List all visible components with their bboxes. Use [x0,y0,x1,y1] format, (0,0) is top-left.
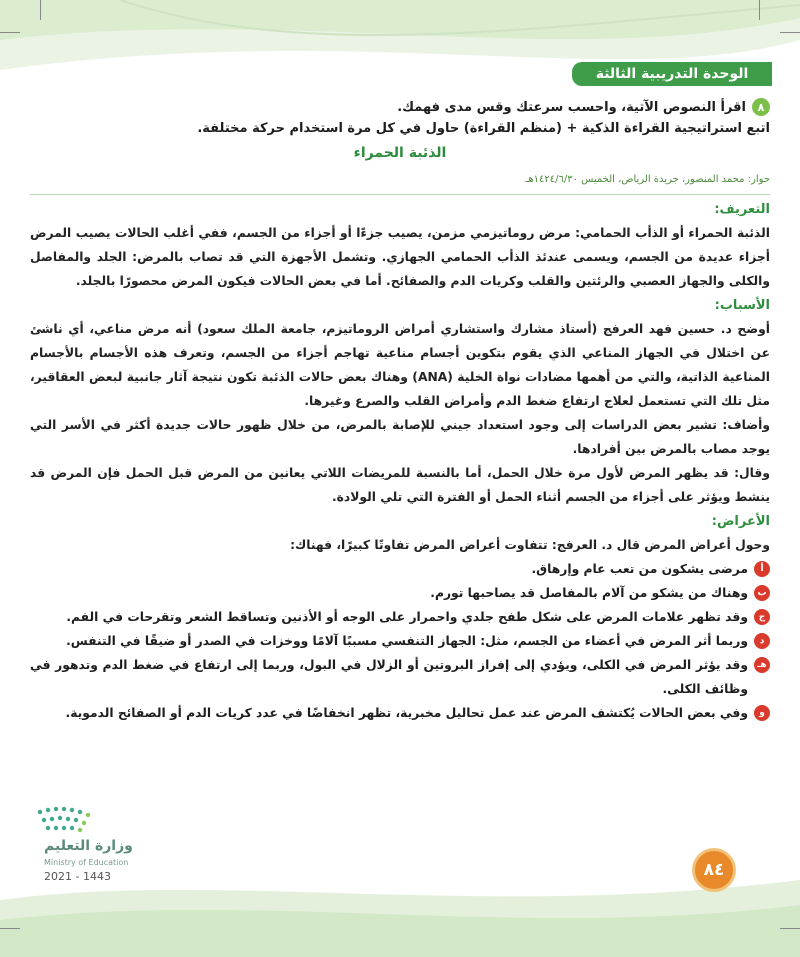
instruction-row [30,96,770,118]
list-item [30,557,770,581]
bullet-marker: أ [754,561,770,577]
crop-mark [40,0,41,20]
crop-mark [780,32,800,33]
page-content [30,96,770,725]
list-item-text: وهناك من يشكو من آلام بالمفاصل قد يصاحبها تورم. [430,586,748,600]
list-item-text: وربما أثر المرض في أعضاء من الجسم، مثل: الجهاز التنفسي مسببًا آلامًا ووخزات في الصدر أو ضيقًا في التنفس. [66,634,748,648]
article-byline: حوار: محمد المنصور، جريدة الرياض، الخميس ١٤٢٤/٦/٣٠هـ [525,174,770,185]
crop-mark [0,928,20,929]
instruction-strategy: اتبع استراتيجية القراءة الذكية + (منظم القراءة) حاول في كل مرة استخدام حركة مختلفة. [197,121,770,136]
list-item [30,653,770,701]
causes-paragraph-3: وقال: قد يظهر المرض لأول مرة خلال الحمل، أما بالنسبة للمريضات اللاتي يعانين من المرض قبل الحمل فإن المرض قد ينشط ويؤثر على أجزاء من الجسم أثناء الحمل أو الفترة التي تلي الولادة. [30,466,770,504]
causes-heading: الأسباب: [714,298,770,313]
list-item [30,581,770,605]
bullet-marker: د [754,633,770,649]
list-item [30,629,770,653]
bottom-wave-decoration [0,860,800,957]
crop-mark [759,0,760,20]
symptoms-intro: وحول أعراض المرض قال د. العرفج: تتفاوت أعراض المرض تفاوتًا كبيرًا، فهناك: [290,538,770,552]
causes-paragraph-1: أوضح د. حسين فهد العرفج (أستاذ مشارك واستشاري أمراض الروماتيزم، جامعة الملك سعود) أنه مرض مناعي، أي ناشئ عن اختلال في الجهاز المناعي الذي يقوم بتكوين أجسام مناعية تهاجم أجزاء من الجسم، وتعرف هذه الأجسام بالأجسام المناعية الذاتية، والتي من أهمها مضادات نواة الخلية (ANA) وهناك بعض حالات الذئبة تكون نتيجة آثار جانبية لبعض العقاقير، مثل تلك التي تستعمل لعلاج ارتفاع ضغط الدم وأمراض القلب والصرع وغيرها. [30,322,770,408]
crop-mark [0,32,20,33]
edition-year: 2021 - 1443 [44,870,111,883]
bullet-marker: ب [754,585,770,601]
symptoms-list [30,557,770,725]
list-item [30,701,770,725]
instruction-text: اقرأ النصوص الآتية، واحسب سرعتك وقس مدى فهمك. [397,99,746,115]
instruction-number-badge: ٨ [752,98,770,116]
list-item-text: وقد تظهر علامات المرض على شكل طفح جلدي واحمرار على الوجه أو الأذنين وتساقط الشعر وتقرحات في الفم. [66,610,748,624]
page-number-badge: ٨٤ [692,848,736,892]
list-item-text: وقد يؤثر المرض في الكلى، ويؤدي إلى إفراز البروتين أو الزلال في البول، وربما إلى ارتفاع في ضغط الدم وتدهور في وظائف الكلى. [30,658,748,696]
ministry-name-english: Ministry of Education [44,858,129,867]
bullet-marker: ج [754,609,770,625]
unit-title-bar: الوحدة التدريبية الثالثة [572,62,772,86]
bullet-marker: هـ [754,657,770,673]
ministry-name-arabic: وزارة التعليم [44,838,133,854]
ministry-logo-icon [30,800,120,840]
list-item-text: وفي بعض الحالات يُكتشف المرض عند عمل تحاليل مخبرية، تظهر انخفاضًا في عدد كريات الدم أو الصفائح الدموية. [65,706,748,720]
list-item-text: مرضى يشكون من تعب عام وإرهاق. [531,562,748,576]
article-title: الذئبة الحمراء [353,145,447,161]
definition-heading: التعريف: [714,202,770,217]
causes-paragraph-2: وأضاف: تشير بعض الدراسات إلى وجود استعداد جيني للإصابة بالمرض، من خلال ظهور حالات جديدة أكثر في الأسر التي يوجد مصاب بالمرض بين أفرادها. [30,418,770,456]
definition-paragraph: الذئبة الحمراء أو الذأب الحمامي: مرض روماتيزمي مزمن، يصيب جزءًا أو أجزاء من الجسم، ففي أغلب الحالات يصيب المرض أجزاء عديدة من الجسم، ويسمى عندئذ الذأب الحمامي الجهازي. وتشمل الأجهزة التي قد تصاب بالمرض: الجلد والمفاصل والكلى والجهاز العصبي والرئتين والقلب وكريات الدم والصفائح. أما في بعض الحالات فيكون المرض محصورًا بالجلد. [30,226,770,288]
list-item [30,605,770,629]
crop-mark [780,928,800,929]
divider [30,194,770,195]
symptoms-heading: الأعراض: [711,514,770,529]
bullet-marker: و [754,705,770,721]
